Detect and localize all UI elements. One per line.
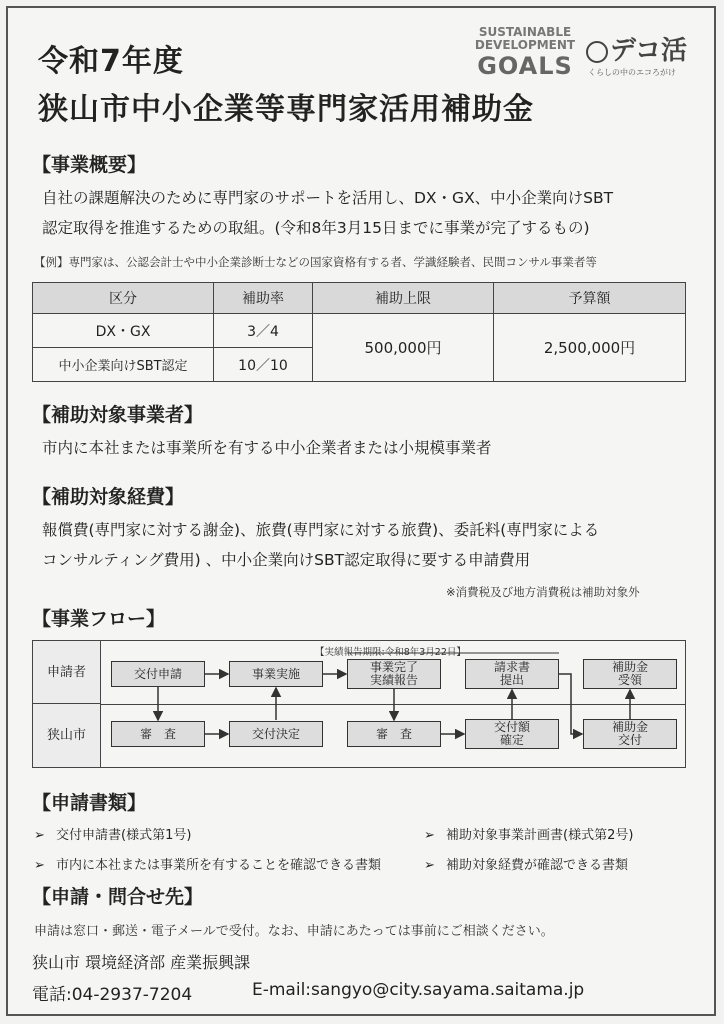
- sdg-line1: SUSTAINABLE: [478, 25, 572, 39]
- sdg-line3: GOALS: [477, 52, 573, 80]
- overview-example: 【例】専門家は、公認会計士や中小企業診断士などの国家資格有する者、学識経験者、民間コンサル事業者等: [34, 255, 597, 269]
- contact-tel: 電話:04-2937-7204: [32, 985, 193, 1005]
- flow-box-payment: [583, 719, 677, 749]
- flow-diagram: [32, 640, 686, 768]
- flow-label: 交付申請: [133, 666, 182, 681]
- arrow-bullet-icon: ➢: [34, 858, 45, 873]
- flow-label: 実績報告: [369, 673, 418, 687]
- section-heading-flow: 【事業フロー】: [32, 608, 166, 630]
- flow-label: 審 査: [139, 726, 176, 741]
- table-cell-budget: 2,500,000円: [494, 314, 686, 382]
- flow-label: 確定: [499, 733, 524, 747]
- contact-email: E-mail:sangyo@city.sayama.saitama.jp: [252, 980, 585, 1000]
- doc-item: [34, 854, 381, 873]
- sdg-line2: DEVELOPMENT: [474, 38, 576, 52]
- table-cell: 3／4: [214, 314, 313, 348]
- table-cell: DX・GX: [33, 314, 214, 348]
- flow-box-report: [347, 659, 441, 689]
- doc-item: [424, 824, 633, 843]
- flow-label: 事業実施: [251, 666, 300, 681]
- flow-label: 交付: [617, 733, 642, 747]
- flow-box-review1: [111, 721, 205, 747]
- expenses-line2: コンサルティング費用) 、中小企業向けSBT認定取得に要する申請費用: [42, 551, 531, 569]
- flow-label: 補助金: [611, 660, 648, 674]
- section-heading-overview: 【事業概要】: [32, 154, 147, 176]
- table-cell: 10／10: [214, 348, 313, 382]
- contact-note: 申請は窓口・郵送・電子メールで受付。なお、申請にあたっては事前にご相談ください。: [34, 924, 554, 939]
- arrow-bullet-icon: ➢: [424, 828, 435, 843]
- apple-icon: [586, 41, 608, 63]
- eligible-text: 市内に本社または事業所を有する中小企業者または小規模事業者: [42, 439, 492, 457]
- flow-box-application: [111, 661, 205, 687]
- flow-label: 補助金: [611, 720, 648, 734]
- flow-box-fix-amount: [465, 719, 559, 749]
- deco-name: デコ活: [610, 36, 687, 66]
- table-cell-limit: 500,000円: [313, 314, 494, 382]
- table-header: 区分: [33, 283, 214, 314]
- lane-applicant: 申請者: [33, 641, 101, 704]
- deco-katsu-logo: [586, 30, 706, 78]
- flow-box-decision: [229, 721, 323, 747]
- lane-divider: [101, 704, 685, 705]
- section-heading-documents: 【申請書類】: [32, 792, 147, 814]
- contact-dept: 狭山市 環境経済部 産業振興課: [32, 953, 251, 972]
- flow-box-receive: [583, 659, 677, 689]
- flow-label: 交付決定: [251, 726, 300, 741]
- table-header: 補助上限: [313, 283, 494, 314]
- sdg-logo: [470, 26, 580, 80]
- flow-label: 提出: [499, 673, 524, 687]
- section-heading-contact: 【申請・問合せ先】: [32, 886, 204, 908]
- doc-item: [34, 824, 191, 843]
- flow-label: 事業完了: [369, 660, 418, 674]
- flow-label: 審 査: [375, 726, 412, 741]
- table-header: 予算額: [494, 283, 686, 314]
- section-heading-expenses: 【補助対象経費】: [32, 486, 185, 508]
- subsidy-table: [32, 282, 686, 382]
- page-title: 狭山市中小企業等専門家活用補助金: [38, 92, 534, 127]
- doc-item: [424, 854, 628, 873]
- flow-label: 交付額: [493, 720, 530, 734]
- doc-item-label: 市内に本社または事業所を有することを確認できる書類: [56, 858, 382, 873]
- deadline-note: 【実績報告期限:令和8年3月22日】: [315, 647, 466, 658]
- doc-item-label: 補助対象事業計画書(様式第2号): [446, 828, 634, 843]
- flow-box-implement: [229, 661, 323, 687]
- doc-item-label: 補助対象経費が確認できる書類: [446, 858, 629, 873]
- title-year: 令和7年度: [38, 44, 184, 79]
- flow-label: 請求書: [493, 660, 530, 674]
- arrow-bullet-icon: ➢: [424, 858, 435, 873]
- doc-item-label: 交付申請書(様式第1号): [56, 828, 192, 843]
- table-cell: 中小企業向けSBT認定: [33, 348, 214, 382]
- flow-box-invoice: [465, 659, 559, 689]
- arrow-bullet-icon: ➢: [34, 828, 45, 843]
- flow-box-review2: [347, 721, 441, 747]
- overview-line2: 認定取得を推進するための取組。(令和8年3月15日までに事業が完了するもの): [42, 219, 590, 237]
- tax-note: ※消費税及び地方消費税は補助対象外: [446, 585, 640, 599]
- deco-tagline: くらしの中のエコろがけ: [588, 68, 676, 77]
- expenses-line1: 報償費(専門家に対する謝金)、旅費(専門家に対する旅費)、委託料(専門家による: [42, 521, 600, 539]
- flow-label: 受領: [617, 673, 642, 687]
- lane-city: 狭山市: [33, 704, 101, 767]
- overview-line1: 自社の課題解決のために専門家のサポートを活用し、DX・GX、中小企業向けSBT: [42, 189, 614, 207]
- section-heading-eligible: 【補助対象事業者】: [32, 404, 204, 426]
- table-header: 補助率: [214, 283, 313, 314]
